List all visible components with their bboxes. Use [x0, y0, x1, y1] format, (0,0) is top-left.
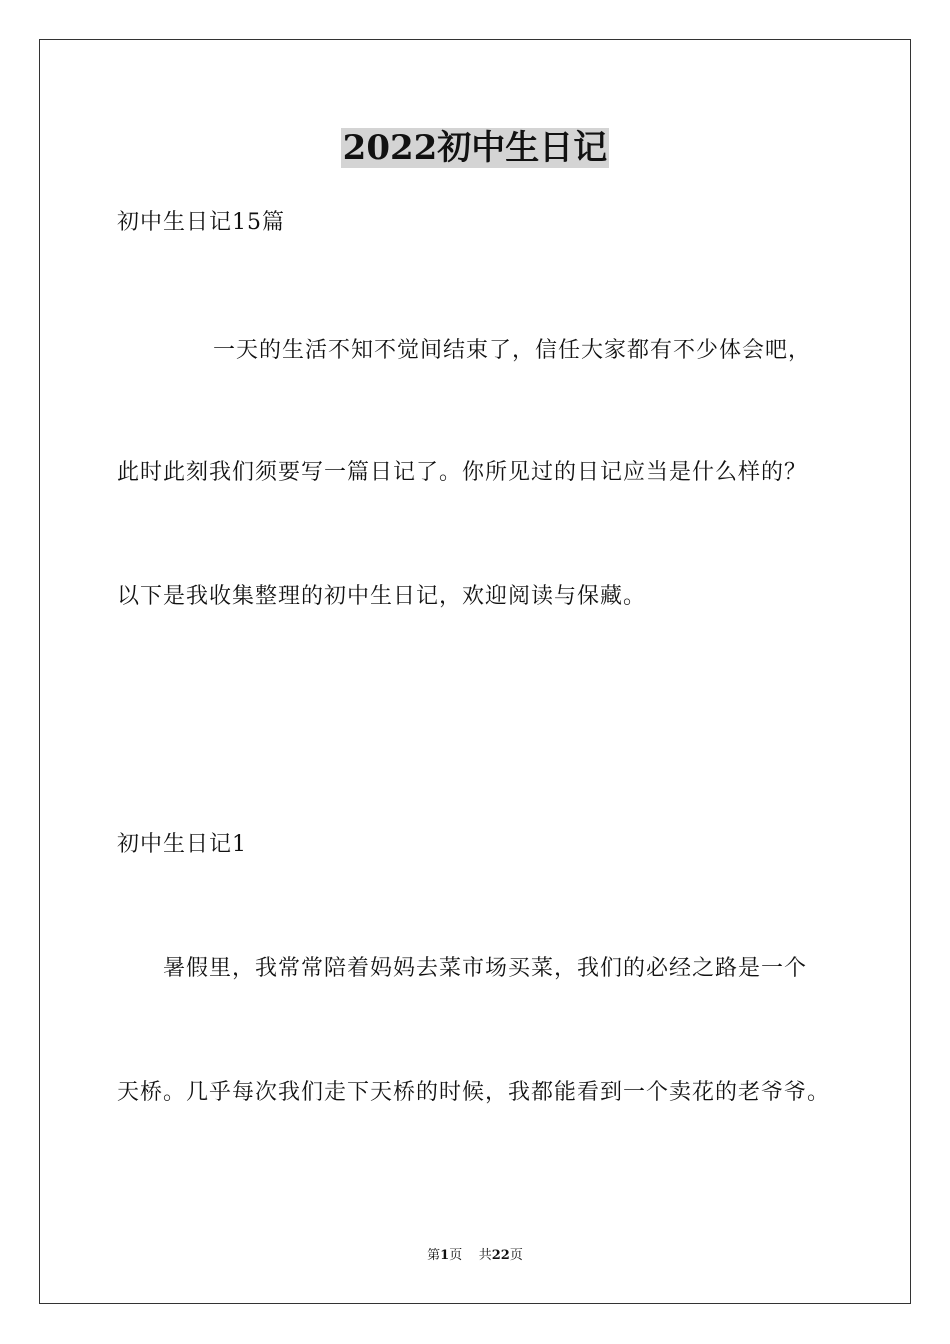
page-prefix: 第 — [427, 1248, 441, 1263]
document-title-text: 2022初中生日记 — [342, 128, 608, 168]
total-prefix: 共 — [478, 1248, 492, 1263]
page-number: 1 — [440, 1248, 450, 1263]
section-heading: 初中生日记1 — [117, 832, 247, 857]
page-footer — [0, 1247, 950, 1265]
total-suffix: 页 — [509, 1248, 523, 1263]
document-title — [0, 126, 950, 170]
intro-line-1: 一天的生活不知不觉间结束了，信任大家都有不少体会吧， — [213, 338, 812, 363]
section-line-1: 暑假里，我常常陪着妈妈去菜市场买菜，我们的必经之路是一个 — [163, 956, 808, 981]
page-suffix: 页 — [449, 1248, 463, 1263]
section-line-2: 天桥。几乎每次我们走下天桥的时候，我都能看到一个卖花的老爷爷。 — [117, 1080, 831, 1105]
intro-line-3: 以下是我收集整理的初中生日记，欢迎阅读与保藏。 — [117, 584, 647, 609]
document-subtitle: 初中生日记15篇 — [117, 210, 285, 235]
intro-line-2: 此时此刻我们须要写一篇日记了。你所见过的日记应当是什么样的？ — [117, 460, 808, 485]
total-pages: 22 — [491, 1248, 510, 1263]
